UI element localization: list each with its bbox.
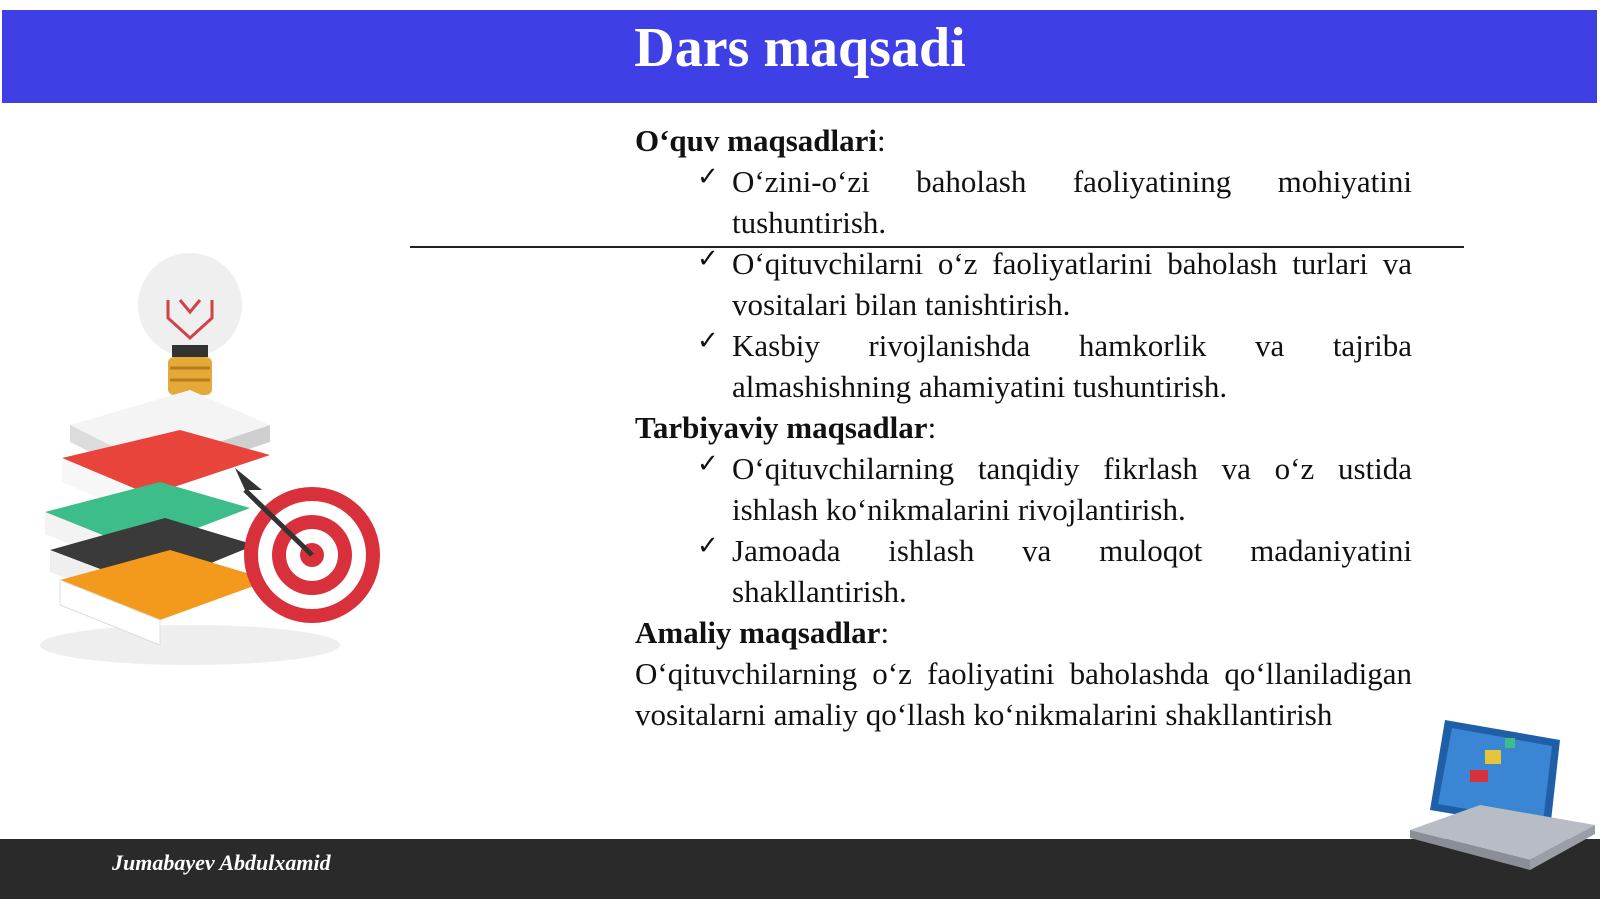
laptop-illustration [1400,710,1600,895]
slide-content [635,120,1412,735]
section-heading: Amaliy maqsadlar: [635,615,890,650]
books-target-illustration [40,250,400,690]
section-heading: O‘quv maqsadlari: [635,123,886,158]
list-item: ✓ O‘qituvchilarni o‘z faoliyatlarini baholash turlari va vositalari bilan tanishtirish. [635,243,1412,325]
list-item: ✓ O‘qituvchilarning tanqidiy fikrlash va o‘z ustida ishlash ko‘nikmalarini rivojlantirish. [635,448,1412,530]
list-item: ✓ Kasbiy rivojlanishda hamkorlik va tajriba almashishning ahamiyatini tushuntirish. [635,325,1412,407]
list-item: ✓ O‘zini-o‘zi baholash faoliyatining mohiyatini tushuntirish. [635,161,1412,243]
checkmark-icon: ✓ [697,244,719,274]
list-item: ✓ Jamoada ishlash va muloqot madaniyatini shakllantirish. [635,530,1412,612]
learning-objectives-list [635,161,1412,407]
checkmark-icon: ✓ [697,531,719,561]
slide-title: Dars maqsadi [634,17,966,79]
checkmark-icon: ✓ [697,162,719,192]
section-heading: Tarbiyaviy maqsadlar: [635,410,937,445]
practical-objective-text: O‘qituvchilarning o‘z faoliyatini baholashda qo‘llaniladigan vositalarni amaliy qo‘llash ko‘nikmalarini shakllantirish [635,656,1412,732]
checkmark-icon: ✓ [697,449,719,479]
educational-objectives-list [635,448,1412,612]
author-name: Jumabayev Abdulxamid [112,850,331,875]
checkmark-icon: ✓ [697,326,719,356]
